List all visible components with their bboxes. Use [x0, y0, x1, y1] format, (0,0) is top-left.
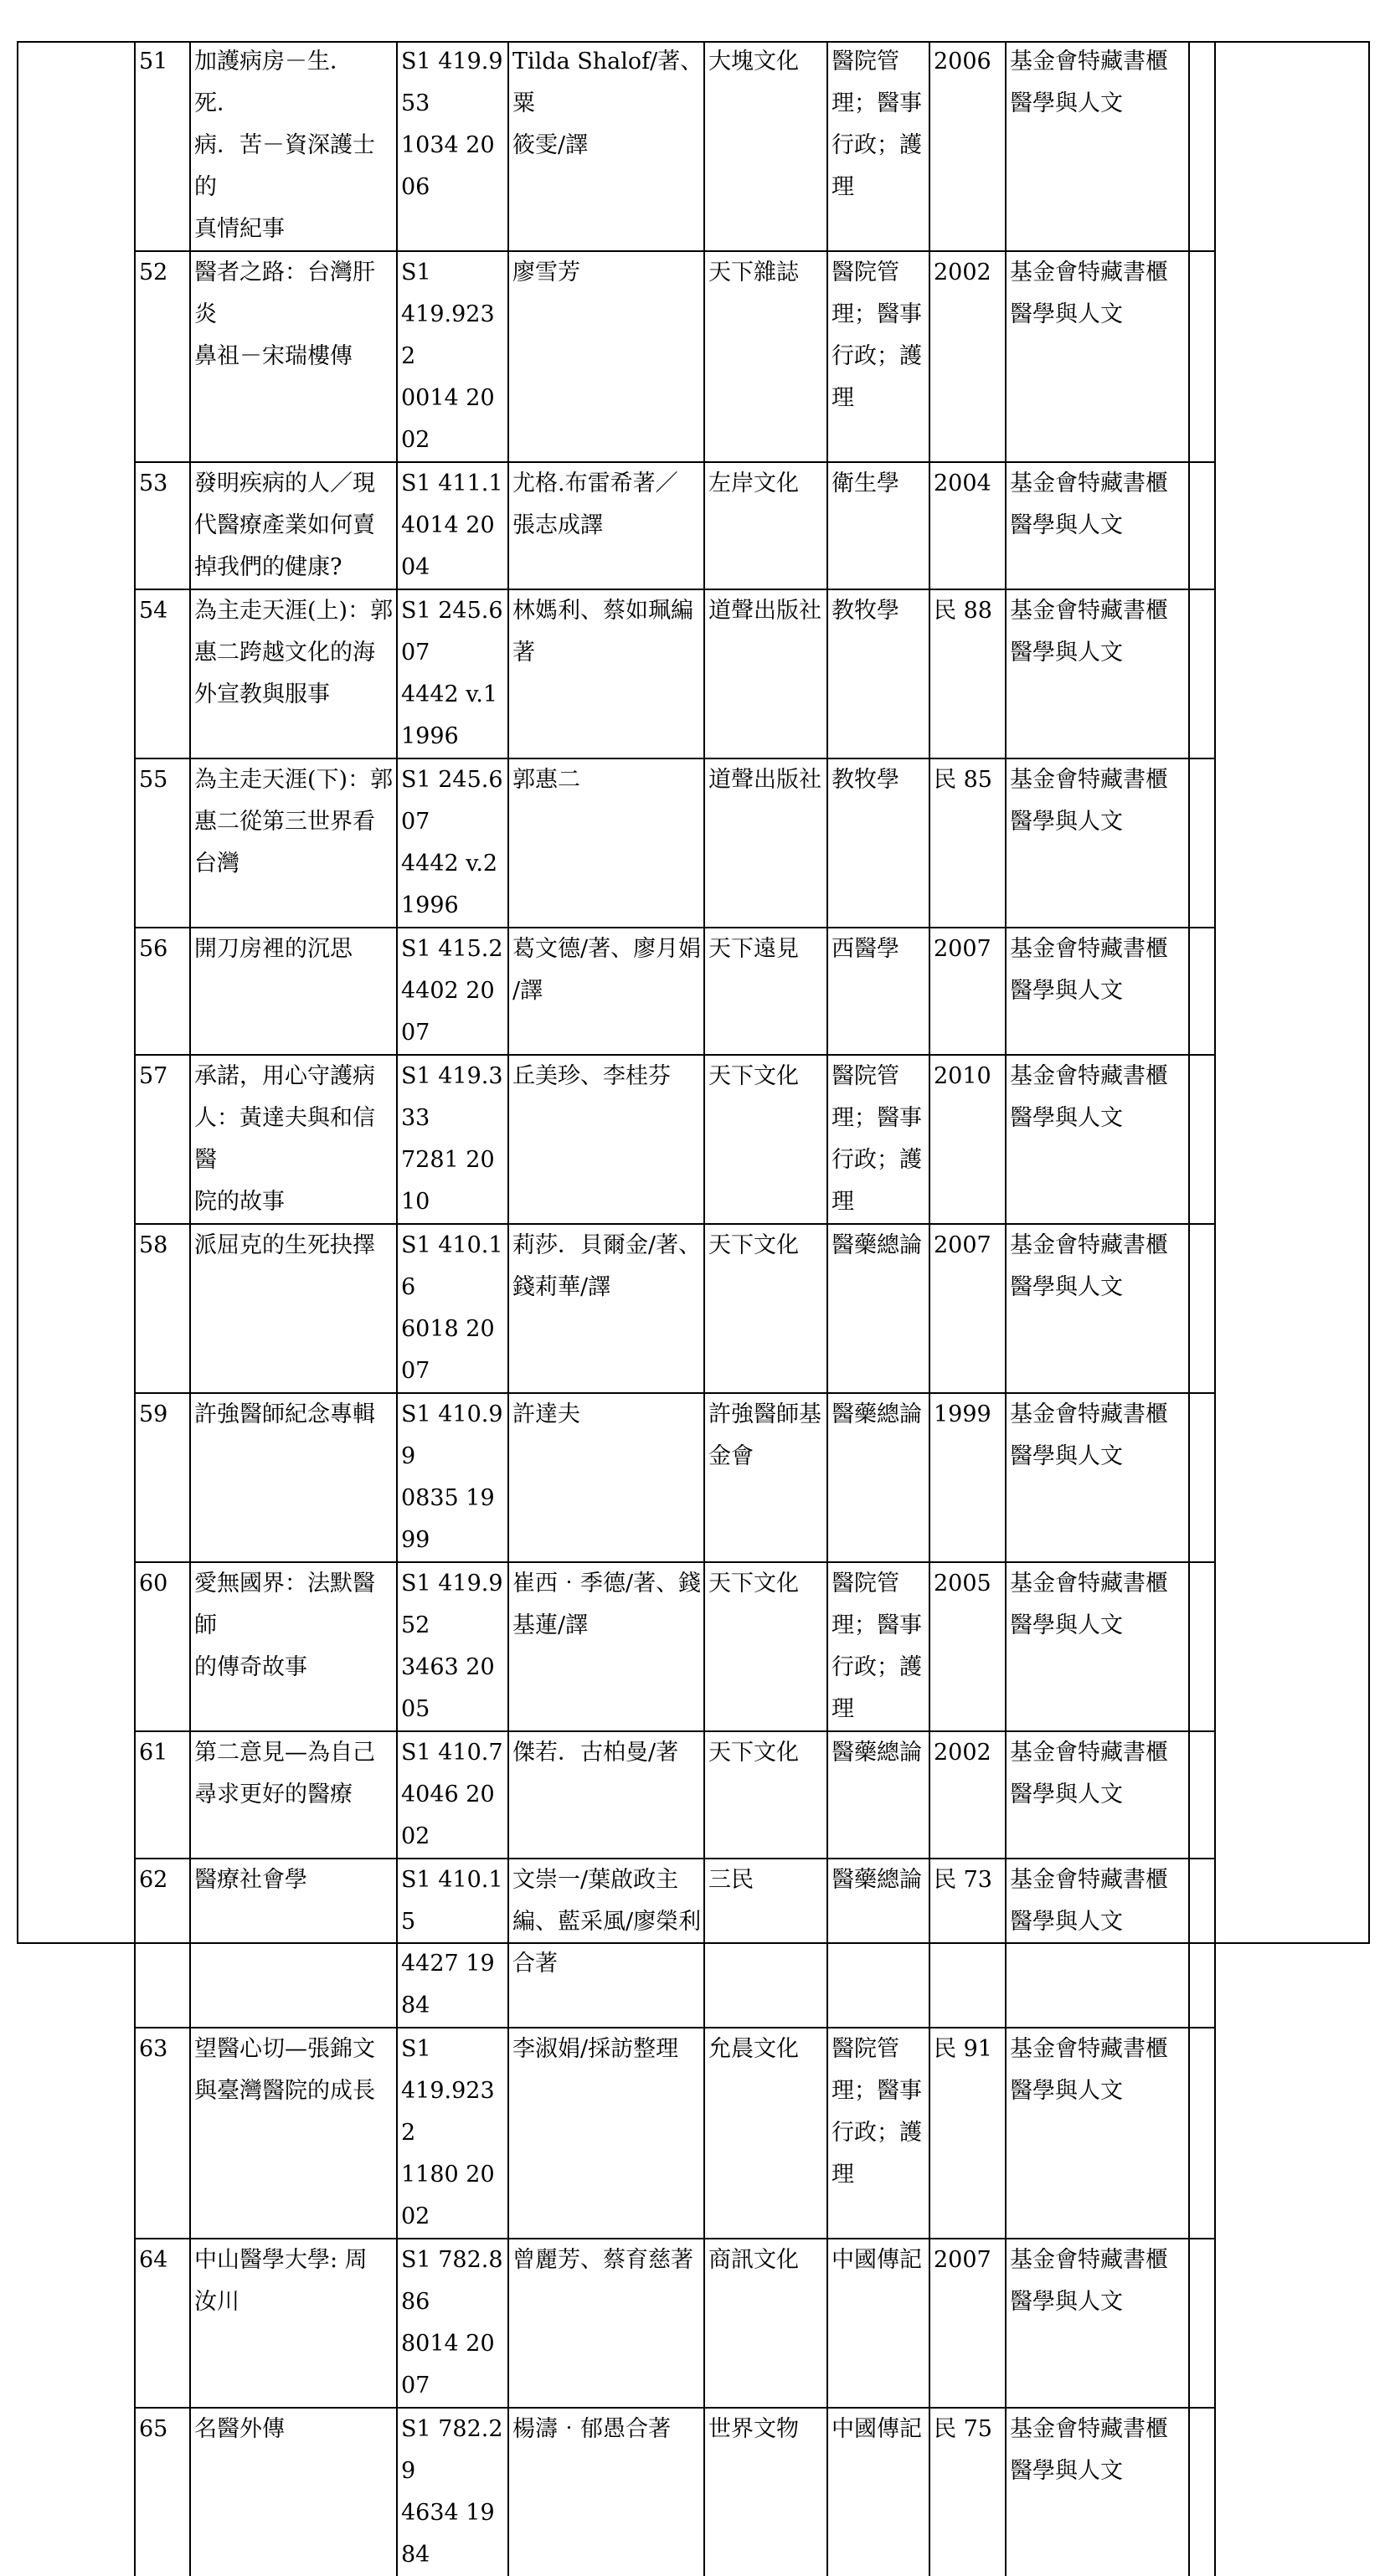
subject-category: 醫藥總論	[827, 1731, 929, 1859]
subject-category: 中國傳記	[827, 2408, 929, 2576]
shelf-location: 基金會特藏書櫃 醫學與人文	[1006, 2028, 1189, 2239]
book-title: 名醫外傳	[190, 2408, 397, 2576]
call-number: S1 245.607 4442 v.1 1996	[397, 589, 508, 758]
subject-category: 教牧學	[827, 589, 929, 758]
item-number: 56	[135, 928, 190, 1055]
subject-category: 醫院管 理；醫事 行政；護 理	[827, 41, 929, 251]
publication-year: 2004	[929, 462, 1006, 589]
publisher: 世界文物	[704, 2408, 827, 2576]
table-row	[135, 2408, 1215, 2576]
shelf-location: 基金會特藏書櫃 醫學與人文	[1006, 2239, 1189, 2408]
shelf-location: 基金會特藏書櫃 醫學與人文	[1006, 1224, 1189, 1393]
table-row	[135, 462, 1215, 589]
item-number: 65	[135, 2408, 190, 2576]
shelf-location: 基金會特藏書櫃 醫學與人文	[1006, 589, 1189, 758]
author: 郭惠二	[508, 758, 704, 928]
author: 許達夫	[508, 1393, 704, 1562]
table-row	[135, 1055, 1215, 1224]
blank-cell	[1189, 1562, 1215, 1731]
publisher: 天下文化	[704, 1224, 827, 1393]
author: Tilda Shalof/著、粟 筱雯/譯	[508, 41, 704, 251]
publication-year: 1999	[929, 1393, 1006, 1562]
table-body	[135, 41, 1215, 2576]
blank-cell	[1189, 2239, 1215, 2408]
subject-category: 醫藥總論	[827, 1224, 929, 1393]
subject-category: 醫院管 理；醫事 行政；護 理	[827, 1562, 929, 1731]
publication-year: 民 85	[929, 758, 1006, 928]
book-title: 開刀房裡的沉思	[190, 928, 397, 1055]
publisher: 天下遠見	[704, 928, 827, 1055]
blank-cell	[1189, 928, 1215, 1055]
shelf-location: 基金會特藏書櫃 醫學與人文	[1006, 251, 1189, 462]
subject-category: 西醫學	[827, 928, 929, 1055]
book-title: 為主走天涯(上)：郭 惠二跨越文化的海 外宣教與服事	[190, 589, 397, 758]
book-title: 派屈克的生死抉擇	[190, 1224, 397, 1393]
publisher: 許強醫師基 金會	[704, 1393, 827, 1562]
author: 丘美珍、李桂芬	[508, 1055, 704, 1224]
subject-category: 醫藥總論	[827, 1859, 929, 2028]
subject-category: 醫院管 理；醫事 行政；護 理	[827, 2028, 929, 2239]
book-title: 許強醫師紀念專輯	[190, 1393, 397, 1562]
table-row	[135, 1731, 1215, 1859]
item-number: 64	[135, 2239, 190, 2408]
call-number: S1 410.7 4046 2002	[397, 1731, 508, 1859]
author: 尤格.布雷希著／ 張志成譯	[508, 462, 704, 589]
item-number: 61	[135, 1731, 190, 1859]
call-number: S1 419.333 7281 2010	[397, 1055, 508, 1224]
publication-year: 2007	[929, 2239, 1006, 2408]
book-title: 醫者之路：台灣肝炎 鼻祖－宋瑞樓傳	[190, 251, 397, 462]
publisher: 道聲出版社	[704, 758, 827, 928]
call-number: S1 410.99 0835 1999	[397, 1393, 508, 1562]
blank-cell	[1189, 589, 1215, 758]
publication-year: 2005	[929, 1562, 1006, 1731]
book-title: 醫療社會學	[190, 1859, 397, 2028]
publisher: 左岸文化	[704, 462, 827, 589]
author: 傑若．古柏曼/著	[508, 1731, 704, 1859]
table-row	[135, 1859, 1215, 2028]
publisher: 大塊文化	[704, 41, 827, 251]
book-title: 為主走天涯(下)：郭 惠二從第三世界看 台灣	[190, 758, 397, 928]
publisher: 天下文化	[704, 1055, 827, 1224]
blank-cell	[1189, 1859, 1215, 2028]
table-row	[135, 2239, 1215, 2408]
shelf-location: 基金會特藏書櫃 醫學與人文	[1006, 1731, 1189, 1859]
item-number: 52	[135, 251, 190, 462]
publisher: 天下雜誌	[704, 251, 827, 462]
table-row	[135, 1562, 1215, 1731]
shelf-location: 基金會特藏書櫃 醫學與人文	[1006, 1562, 1189, 1731]
author: 文崇一/葉啟政主 編、藍采風/廖榮利 合著	[508, 1859, 704, 2028]
blank-cell	[1189, 2028, 1215, 2239]
publication-year: 2002	[929, 1731, 1006, 1859]
publication-year: 2010	[929, 1055, 1006, 1224]
book-title: 加護病房－生．死． 病．苦－資深護士的 真情紀事	[190, 41, 397, 251]
subject-category: 醫院管 理；醫事 行政；護 理	[827, 1055, 929, 1224]
blank-cell	[1189, 462, 1215, 589]
item-number: 63	[135, 2028, 190, 2239]
shelf-location: 基金會特藏書櫃 醫學與人文	[1006, 1055, 1189, 1224]
author: 林媽利、蔡如珮編 著	[508, 589, 704, 758]
publication-year: 2006	[929, 41, 1006, 251]
book-title: 第二意見—為自己 尋求更好的醫療	[190, 1731, 397, 1859]
blank-cell	[1189, 41, 1215, 251]
author: 李淑娟/採訪整理	[508, 2028, 704, 2239]
table-row	[135, 928, 1215, 1055]
table-row	[135, 251, 1215, 462]
publisher: 道聲出版社	[704, 589, 827, 758]
blank-cell	[1189, 758, 1215, 928]
item-number: 58	[135, 1224, 190, 1393]
publication-year: 2002	[929, 251, 1006, 462]
publication-year: 民 73	[929, 1859, 1006, 2028]
book-title: 愛無國界：法默醫師 的傳奇故事	[190, 1562, 397, 1731]
shelf-location: 基金會特藏書櫃 醫學與人文	[1006, 758, 1189, 928]
call-number: S1 782.886 8014 2007	[397, 2239, 508, 2408]
publisher: 三民	[704, 1859, 827, 2028]
book-title: 發明疾病的人／現 代醫療產業如何賣 掉我們的健康?	[190, 462, 397, 589]
call-number: S1 415.2 4402 2007	[397, 928, 508, 1055]
item-number: 55	[135, 758, 190, 928]
table-row	[135, 589, 1215, 758]
call-number: S1 419.9232 0014 2002	[397, 251, 508, 462]
shelf-location: 基金會特藏書櫃 醫學與人文	[1006, 41, 1189, 251]
subject-category: 衛生學	[827, 462, 929, 589]
table-row	[135, 1393, 1215, 1562]
shelf-location: 基金會特藏書櫃 醫學與人文	[1006, 1393, 1189, 1562]
blank-cell	[1189, 1224, 1215, 1393]
call-number: S1 782.29 4634 1984	[397, 2408, 508, 2576]
subject-category: 醫院管 理；醫事 行政；護 理	[827, 251, 929, 462]
call-number: S1 419.953 1034 2006	[397, 41, 508, 251]
call-number: S1 245.607 4442 v.2 1996	[397, 758, 508, 928]
call-number: S1 411.1 4014 2004	[397, 462, 508, 589]
shelf-location: 基金會特藏書櫃 醫學與人文	[1006, 2408, 1189, 2576]
subject-category: 醫藥總論	[827, 1393, 929, 1562]
publication-year: 2007	[929, 928, 1006, 1055]
table-row	[135, 41, 1215, 251]
subject-category: 中國傳記	[827, 2239, 929, 2408]
author: 崔西‧季德/著、錢 基蓮/譯	[508, 1562, 704, 1731]
publication-year: 民 88	[929, 589, 1006, 758]
blank-cell	[1189, 1055, 1215, 1224]
item-number: 57	[135, 1055, 190, 1224]
shelf-location: 基金會特藏書櫃 醫學與人文	[1006, 1859, 1189, 2028]
item-number: 59	[135, 1393, 190, 1562]
call-number: S1 419.9232 1180 2002	[397, 2028, 508, 2239]
subject-category: 教牧學	[827, 758, 929, 928]
table-row	[135, 758, 1215, 928]
table-row	[135, 1224, 1215, 1393]
author: 廖雪芳	[508, 251, 704, 462]
book-title: 承諾，用心守護病 人：黃達夫與和信醫 院的故事	[190, 1055, 397, 1224]
publication-year: 民 91	[929, 2028, 1006, 2239]
author: 楊濤‧郁愚合著	[508, 2408, 704, 2576]
publisher: 天下文化	[704, 1562, 827, 1731]
book-catalog-table	[134, 41, 1216, 2576]
item-number: 60	[135, 1562, 190, 1731]
blank-cell	[1189, 1393, 1215, 1562]
item-number: 53	[135, 462, 190, 589]
table-row	[135, 2028, 1215, 2239]
publication-year: 2007	[929, 1224, 1006, 1393]
book-title: 中山醫學大學: 周 汝川	[190, 2239, 397, 2408]
blank-cell	[1189, 2408, 1215, 2576]
shelf-location: 基金會特藏書櫃 醫學與人文	[1006, 462, 1189, 589]
blank-cell	[1189, 251, 1215, 462]
call-number: S1 419.952 3463 2005	[397, 1562, 508, 1731]
publisher: 允晨文化	[704, 2028, 827, 2239]
publication-year: 民 75	[929, 2408, 1006, 2576]
author: 莉莎．貝爾金/著、 錢莉華/譯	[508, 1224, 704, 1393]
author: 曾麗芳、蔡育慈著	[508, 2239, 704, 2408]
shelf-location: 基金會特藏書櫃 醫學與人文	[1006, 928, 1189, 1055]
author: 葛文德/著、廖月娟 /譯	[508, 928, 704, 1055]
call-number: S1 410.16 6018 2007	[397, 1224, 508, 1393]
publisher: 商訊文化	[704, 2239, 827, 2408]
call-number: S1 410.15 4427 1984	[397, 1859, 508, 2028]
item-number: 62	[135, 1859, 190, 2028]
blank-cell	[1189, 1731, 1215, 1859]
book-title: 望醫心切—張錦文 與臺灣醫院的成長	[190, 2028, 397, 2239]
publisher: 天下文化	[704, 1731, 827, 1859]
item-number: 54	[135, 589, 190, 758]
item-number: 51	[135, 41, 190, 251]
